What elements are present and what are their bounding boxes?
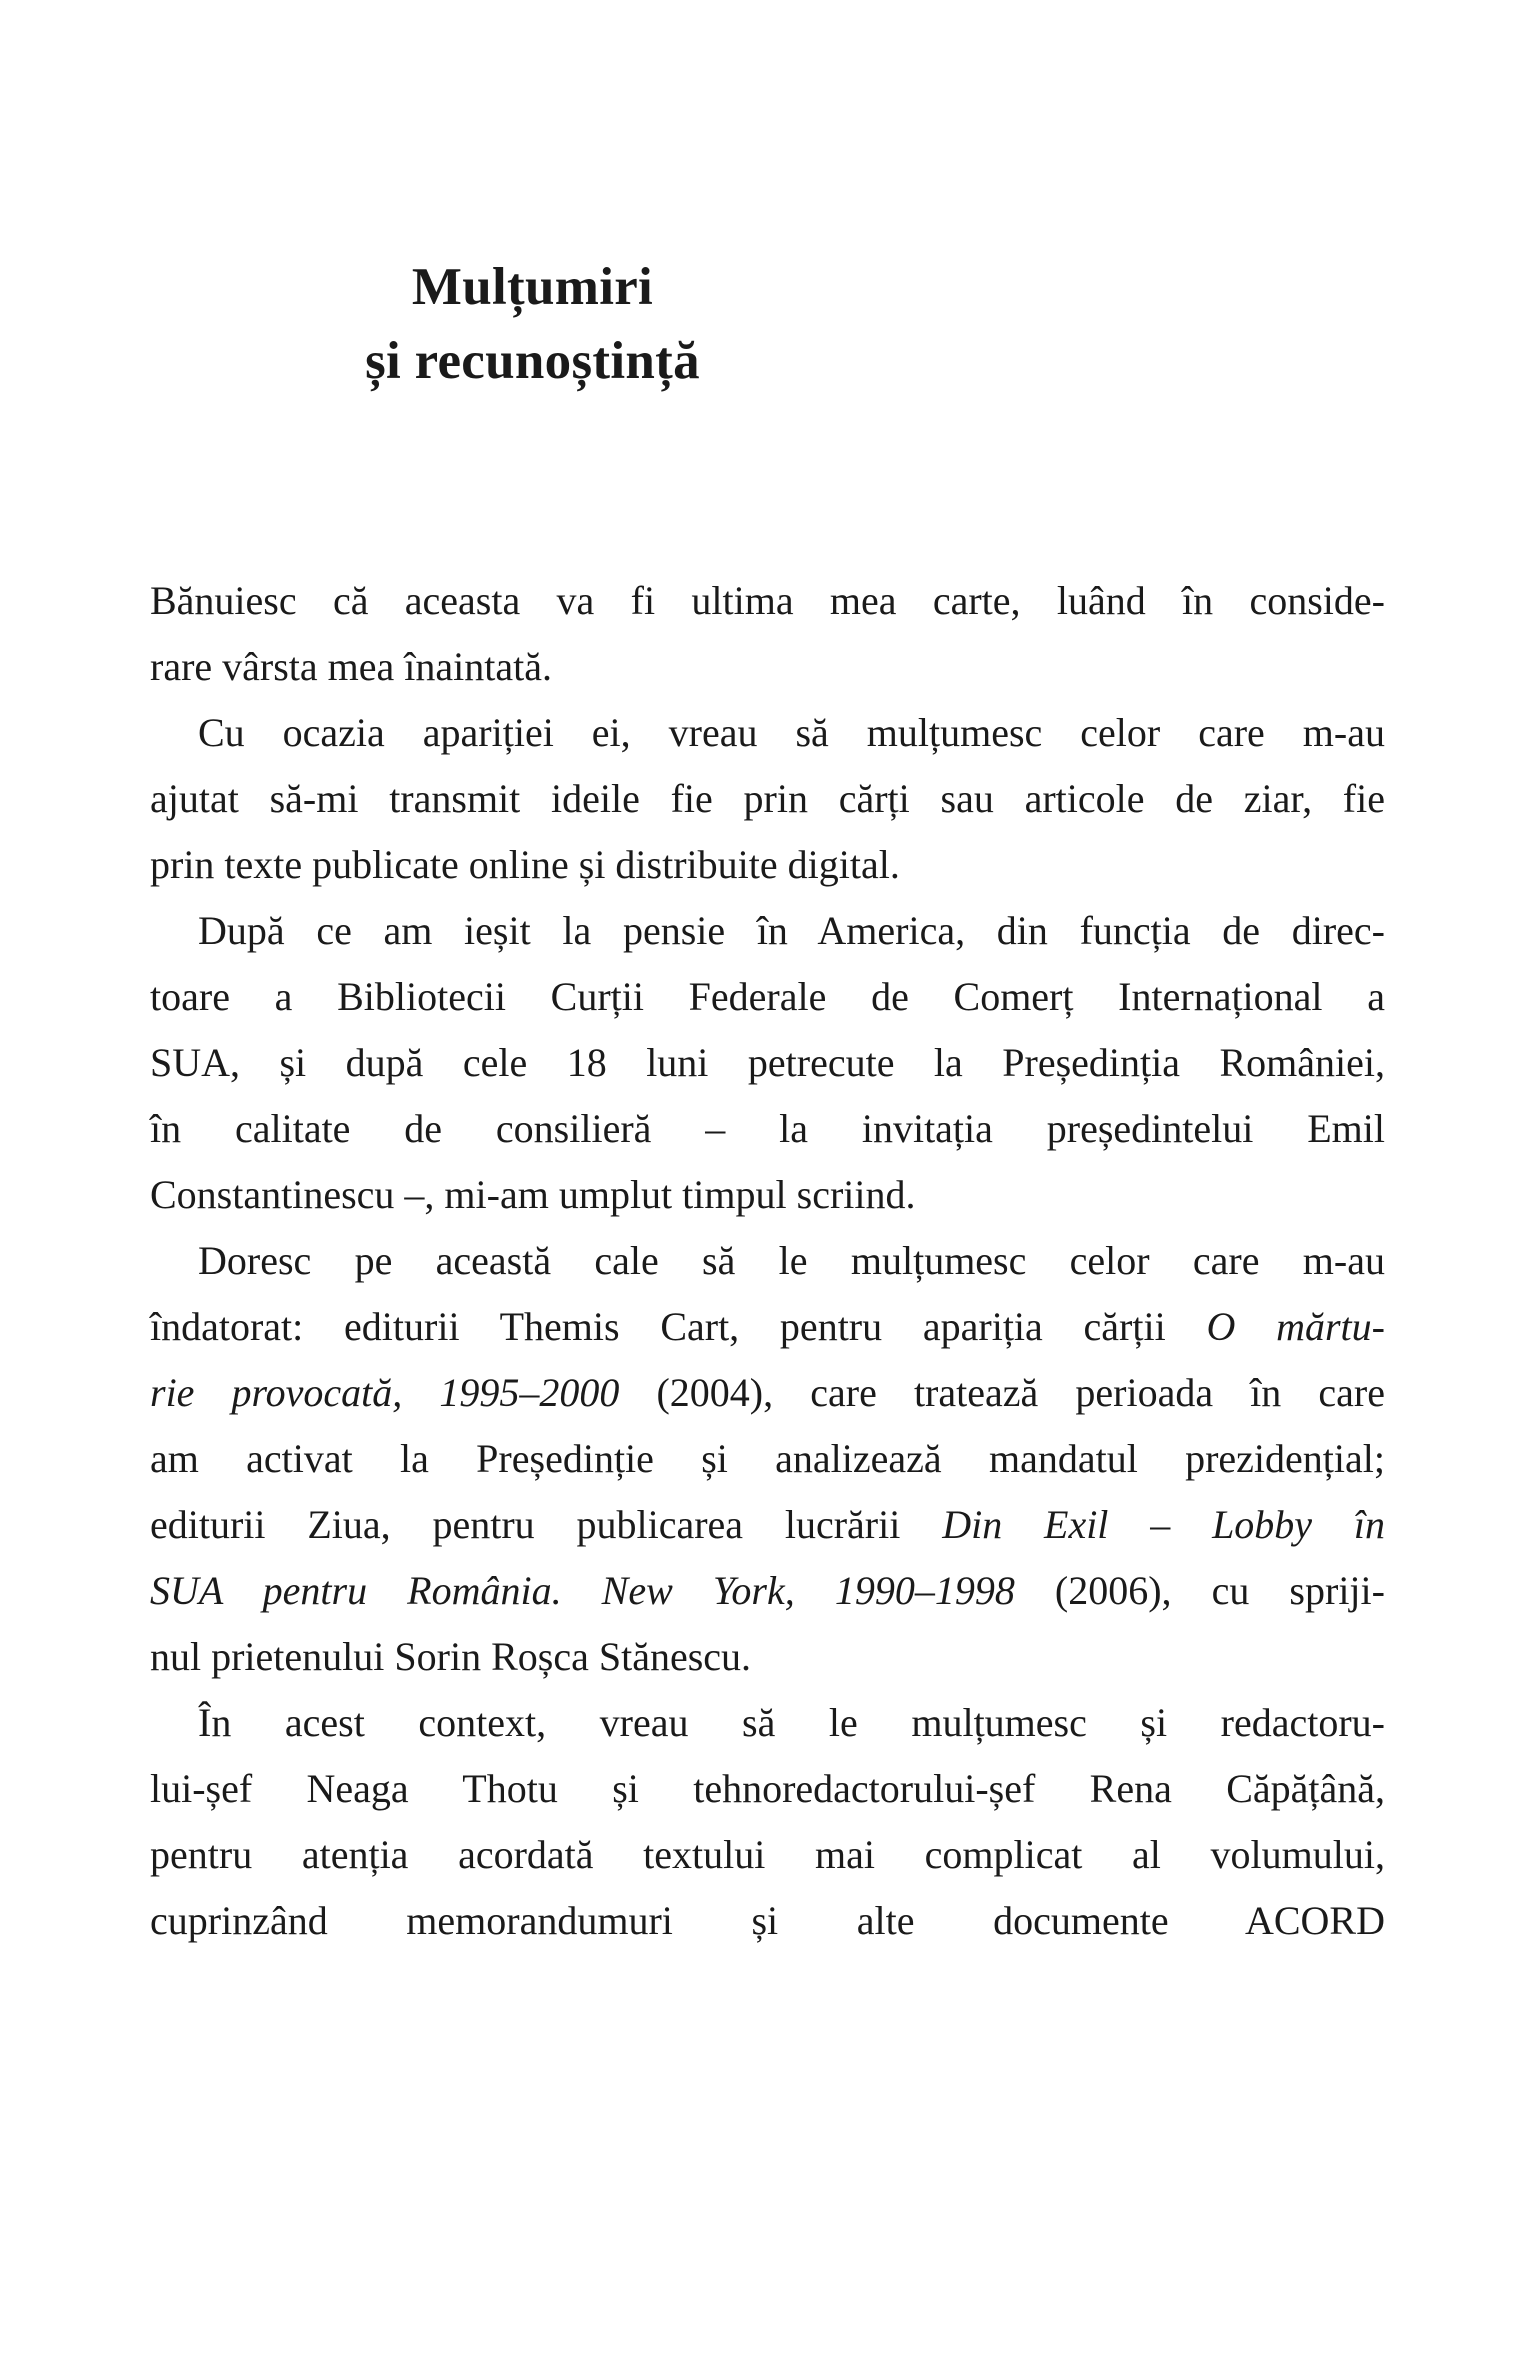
text-run: toare a Bibliotecii Curții Federale de Comerț Internațional a <box>150 974 1385 1019</box>
italic-text-run: Din Exil – Lobby în <box>942 1502 1385 1547</box>
text-line <box>150 700 1385 766</box>
text-line <box>150 1492 1385 1558</box>
text-line <box>150 898 1385 964</box>
text-line <box>150 1162 1385 1228</box>
text-line <box>150 1426 1385 1492</box>
text-run: nul prietenului Sorin Roșca Stănescu. <box>150 1634 752 1679</box>
chapter-title <box>150 250 915 398</box>
chapter-title-line-2: și recunoștință <box>365 332 700 390</box>
paragraph <box>150 700 1385 898</box>
text-line <box>150 1624 1385 1690</box>
italic-text-run: rie provocată, 1995–2000 <box>150 1370 620 1415</box>
text-run: Doresc pe această cale să le mulțumesc celor care m-au <box>198 1238 1385 1283</box>
text-run: am activat la Președinție și analizează mandatul prezidențial; <box>150 1436 1385 1481</box>
text-run: Bănuiesc că aceasta va fi ultima mea carte, luând în conside- <box>150 578 1385 623</box>
text-run: În acest context, vreau să le mulțumesc și redactoru- <box>198 1700 1385 1745</box>
text-run: (2004), care tratează perioada în care <box>619 1370 1385 1415</box>
paragraph <box>150 1228 1385 1690</box>
italic-text-run: O mărtu- <box>1206 1304 1385 1349</box>
text-line <box>150 964 1385 1030</box>
text-run: După ce am ieșit la pensie în America, din funcția de direc- <box>198 908 1385 953</box>
paragraph <box>150 1690 1385 1954</box>
text-line <box>150 1690 1385 1756</box>
text-run: pentru atenția acordată textului mai complicat al volumului, <box>150 1832 1385 1877</box>
italic-text-run: SUA pentru România. New York, 1990–1998 <box>150 1568 1015 1613</box>
text-run: Constantinescu –, mi-am umplut timpul scriind. <box>150 1172 916 1217</box>
text-line <box>150 1096 1385 1162</box>
text-run: editurii Ziua, pentru publicarea lucrării <box>150 1502 943 1547</box>
text-line <box>150 634 1385 700</box>
text-line <box>150 1228 1385 1294</box>
text-line <box>150 1294 1385 1360</box>
text-line <box>150 568 1385 634</box>
chapter-title-line-1: Mulțumiri <box>411 258 654 316</box>
text-run: în calitate de consilieră – la invitația președintelui Emil <box>150 1106 1385 1151</box>
text-run: cuprinzând memorandumuri și alte documente ACORD <box>150 1898 1385 1943</box>
text-run: (2006), cu spriji- <box>1014 1568 1385 1613</box>
text-line <box>150 1558 1385 1624</box>
text-run: Cu ocazia apariției ei, vreau să mulțumesc celor care m-au <box>198 710 1385 755</box>
text-run: rare vârsta mea înaintată. <box>150 644 552 689</box>
text-run: SUA, și după cele 18 luni petrecute la Președinția României, <box>150 1040 1385 1085</box>
text-line <box>150 1888 1385 1954</box>
text-run: prin texte publicate online și distribuite digital. <box>150 842 900 887</box>
text-line <box>150 1756 1385 1822</box>
text-line <box>150 832 1385 898</box>
text-run: îndatorat: editurii Themis Cart, pentru apariția cărții <box>150 1304 1207 1349</box>
text-line <box>150 1822 1385 1888</box>
text-line <box>150 1360 1385 1426</box>
text-run: ajutat să-mi transmit ideile fie prin cărți sau articole de ziar, fie <box>150 776 1385 821</box>
body-text <box>150 568 1385 1954</box>
text-line <box>150 1030 1385 1096</box>
text-line <box>150 766 1385 832</box>
paragraph <box>150 568 1385 700</box>
text-run: lui-șef Neaga Thotu și tehnoredactorului-șef Rena Căpățână, <box>150 1766 1385 1811</box>
paragraph <box>150 898 1385 1228</box>
